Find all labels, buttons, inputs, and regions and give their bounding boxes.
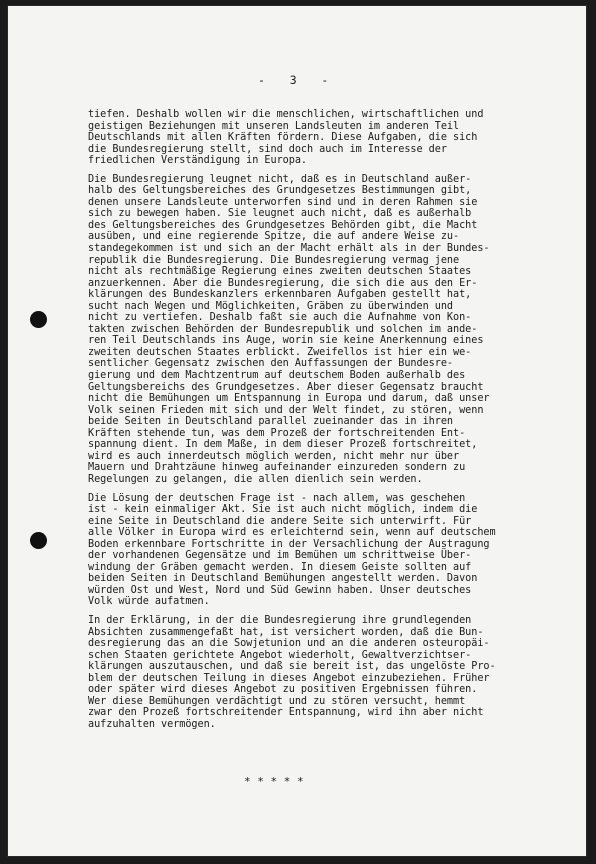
text-line: nicht die Bemühungen um Entspannung in Europa und darum, daß unser (88, 393, 490, 405)
page-number: - 3 - (258, 73, 330, 87)
end-mark: * * * * * (244, 775, 304, 788)
text-line: wird es auch innerdeutsch möglich werden, nicht mehr nur über (88, 450, 460, 462)
text-line: Regelungen zu gelangen, die allen dienlich sein werden. (88, 473, 423, 485)
text-line: anzuerkennen. Aber die Bundesregierung, die sich die aus den Er- (88, 277, 478, 289)
text-line: geistigen Beziehungen mit unseren Landsleuten im anderen Teil (88, 120, 460, 132)
text-line: klärungen auszutauschen, und daß sie bereit ist, das ungelöste Pro- (88, 661, 496, 673)
text-line: denen unsere Landsleute unterworfen sind und in deren Rahmen sie (88, 196, 478, 208)
paragraph (88, 615, 538, 730)
text-line: Wer diese Bemühungen verdächtigt und zu stören versucht, hemmt (88, 695, 466, 707)
text-line: aufzuhalten vermögen. (88, 718, 216, 730)
paragraph (88, 109, 538, 167)
text-line: die Bundesregierung stellt, sind doch auch im Interesse der (88, 143, 447, 155)
body-text (88, 109, 538, 737)
text-line: Boden erkennbare Fortschritte in der Versachlichung der Austragung (88, 538, 490, 550)
text-line: tiefen. Deshalb wollen wir die menschlichen, wirtschaftlichen und (88, 109, 484, 120)
text-line: blem der deutschen Teilung in dieses Angebot einzubeziehen. Früher (88, 672, 490, 684)
text-line: spannung dient. In dem Maße, in dem dieser Prozeß fortschreitet, (88, 439, 478, 451)
text-line: desregierung das an die Sowjetunion und an die anderen osteuropäi- (88, 638, 490, 650)
text-line: Mauern und Drahtzäune hinweg aufeinander einzureden sondern zu (88, 462, 466, 474)
text-line: In der Erklärung, in der die Bundesregierung ihre grundlegenden (88, 614, 472, 626)
text-line: Die Bundesregierung leugnet nicht, daß es in Deutschland außer- (88, 173, 472, 185)
text-line: beide Seiten in Deutschland parallel zueinander das in ihren (88, 416, 454, 428)
text-line: ausüben, und eine regierende Spitze, die auf andere Weise zu- (88, 231, 460, 243)
paragraph (88, 174, 538, 486)
text-line: Absichten zusammengefaßt hat, ist versichert worden, daß die Bun- (88, 626, 484, 638)
punch-hole (30, 532, 47, 549)
text-line: windung der Gräben gemacht werden. In diesem Geiste sollten auf (88, 561, 472, 573)
text-line: beiden Seiten in Deutschland Bemühungen angestellt werden. Davon (88, 573, 478, 585)
text-line: ren Teil Deutschlands ins Auge, worin sie keine Anerkennung eines (88, 335, 484, 347)
text-line: nicht als rechtmäßige Regierung eines zweiten deutschen Staates (88, 266, 472, 278)
text-line: Volk seinen Frieden mit sich und der Welt findet, zu stören, wenn (88, 404, 484, 416)
text-line: Geltungsbereichs des Grundgesetzes. Aber dieser Gegensatz braucht (88, 381, 484, 393)
text-line: eine Seite in Deutschland die andere Seite sich unterwirft. Für (88, 515, 472, 527)
text-line: sucht nach Wegen und Möglichkeiten, Gräben zu überwinden und (88, 300, 454, 312)
text-line: sentlicher Gegensatz zwischen den Auffassungen der Bundesre- (88, 358, 454, 370)
paragraph (88, 493, 538, 608)
text-line: gierung und dem Machtzentrum auf deutschem Boden außerhalb des (88, 370, 466, 382)
text-line: standegekommen ist und sich an der Macht erhält als in der Bundes- (88, 243, 490, 255)
text-line: republik die Bundesregierung. Die Bundesregierung vermag jene (88, 254, 460, 266)
text-line: würden Ost und West, Nord und Süd Gewinn haben. Unser deutsches (88, 584, 472, 596)
text-line: zwar den Prozeß fortschreitender Entspannung, wird ihn aber nicht (88, 707, 484, 719)
text-line: des Geltungsbereiches des Grundgesetzes Behörden gibt, die Macht (88, 219, 478, 231)
text-line: friedlichen Verständigung in Europa. (88, 155, 308, 167)
text-line: Kräften stehende tun, was dem Prozeß der fortschreitenden Ent- (88, 427, 466, 439)
text-line: Die Lösung der deutschen Frage ist - nach allem, was geschehen (88, 492, 466, 504)
text-line: alle Völker in Europa wird es erleichternd sein, wenn auf deutschem (88, 527, 496, 539)
text-line: Deutschlands mit allen Kräften fördern. Diese Aufgaben, die sich (88, 132, 478, 144)
text-line: ist - kein einmaliger Akt. Sie ist auch nicht möglich, indem die (88, 504, 478, 516)
text-line: takten zwischen Behörden der Bundesrepublik und solchen im ande- (88, 323, 478, 335)
document-page (8, 6, 586, 856)
text-line: schen Staaten gerichtete Angebot wiederholt, Gewaltverzichtser- (88, 649, 472, 661)
text-line: sich zu bewegen haben. Sie leugnet auch nicht, daß es außerhalb (88, 208, 472, 220)
text-line: der vorhandenen Gegensätze und im Bemühen um schrittweise Über- (88, 550, 472, 562)
text-line: klärungen des Bundeskanzlers erkennbaren Aufgaben gestellt hat, (88, 289, 472, 301)
text-line: halb des Geltungsbereiches des Grundgesetzes Bestimmungen gibt, (88, 185, 472, 197)
punch-hole (30, 311, 47, 328)
text-line: nicht zu vertiefen. Deshalb faßt sie auch die Aufnahme von Kon- (88, 312, 472, 324)
text-line: Volk würde aufatmen. (88, 596, 210, 608)
text-line: oder später wird dieses Angebot zu positiven Ergebnissen führen. (88, 684, 478, 696)
text-line: zweiten deutschen Staates erblickt. Zweifellos ist hier ein we- (88, 346, 472, 358)
